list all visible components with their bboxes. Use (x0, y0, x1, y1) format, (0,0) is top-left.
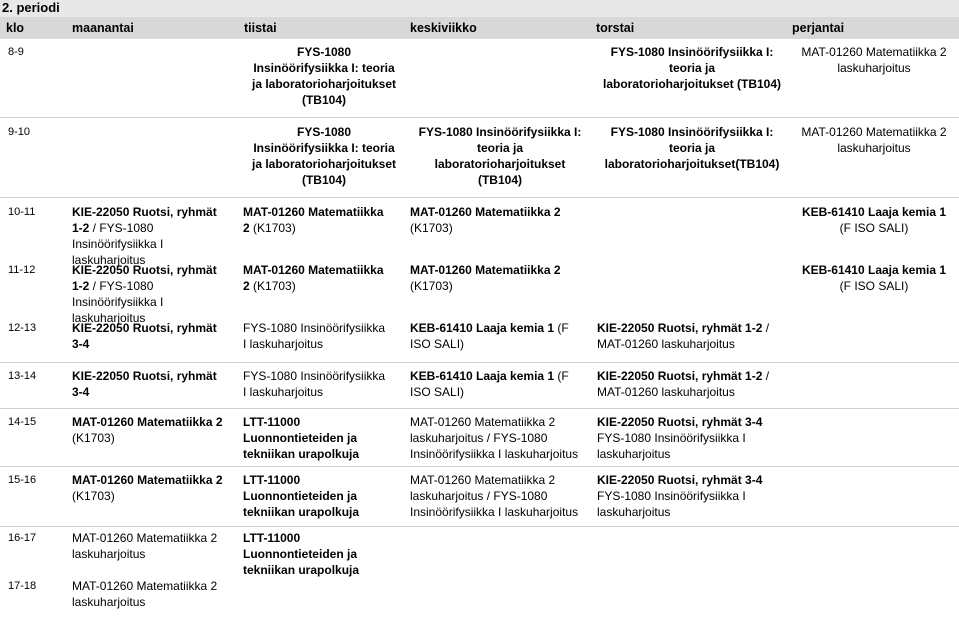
course-detail: (K1703) (410, 279, 453, 293)
course-cell-thu (597, 44, 787, 92)
course-title: MAT-01260 Matematiikka 2 (243, 205, 384, 235)
course-cell-mon (72, 262, 238, 326)
course-cell-mon (72, 320, 238, 352)
course-detail: (F ISO SALI) (410, 321, 569, 351)
course-cell-thu (597, 320, 787, 352)
course-cell-wed (410, 414, 590, 462)
course-title: KIE-22050 Ruotsi, ryhmät 3-4 (72, 321, 217, 351)
row-divider (0, 526, 959, 527)
header-thursday: torstai (596, 21, 635, 35)
course-cell-thu (597, 124, 787, 172)
course-detail: / FYS-1080 Insinöörifysiikka I laskuharjoitus (72, 279, 164, 325)
time-slot-label: 13-14 (8, 370, 37, 382)
course-detail: FYS-1080 Insinöörifysiikka I laskuharjoitus (597, 431, 746, 461)
course-title: MAT-01260 Matematiikka 2 (72, 415, 223, 429)
course-cell-tue (243, 204, 405, 236)
course-detail: / MAT-01260 laskuharjoitus (597, 369, 770, 399)
course-cell-wed (410, 368, 590, 400)
course-cell-tue (243, 530, 405, 578)
course-detail: (F ISO SALI) (839, 279, 909, 293)
course-title: KEB-61410 Laaja kemia 1 (410, 369, 555, 383)
time-slot-label: 8-9 (8, 46, 24, 58)
course-cell-tue (243, 320, 405, 352)
course-title: MAT-01260 Matematiikka 2 (243, 263, 384, 293)
course-title: KIE-22050 Ruotsi, ryhmät 1-2 (597, 321, 763, 335)
course-cell-wed (410, 124, 590, 188)
course-title: MAT-01260 Matematiikka 2 (410, 205, 561, 219)
header-klo: klo (6, 21, 25, 35)
course-detail: MAT-01260 Matematiikka 2 laskuharjoitus (801, 45, 947, 75)
course-cell-mon (72, 472, 238, 504)
course-title: MAT-01260 Matematiikka 2 (72, 473, 223, 487)
course-detail: FYS-1080 Insinöörifysiikka I laskuharjoitus (597, 489, 746, 519)
time-slot-label: 10-11 (8, 206, 36, 218)
course-cell-tue (243, 368, 405, 400)
course-title: KEB-61410 Laaja kemia 1 (801, 205, 947, 219)
row-divider (0, 197, 959, 198)
course-detail: FYS-1080 Insinöörifysiikka I laskuharjoitus (243, 369, 386, 399)
course-detail: (K1703) (72, 489, 115, 503)
course-title: KEB-61410 Laaja kemia 1 (801, 263, 947, 277)
course-detail: MAT-01260 Matematiikka 2 laskuharjoitus (72, 531, 218, 561)
course-title: KIE-22050 Ruotsi, ryhmät 1-2 (72, 205, 217, 235)
course-title: LTT-11000 Luonnontieteiden ja tekniikan urapolkuja (243, 415, 360, 461)
course-title: FYS-1080 Insinöörifysiikka I: teoria ja laboratorioharjoitukset (TB104) (418, 125, 582, 187)
row-divider (0, 408, 959, 409)
course-detail: (K1703) (249, 279, 296, 293)
course-cell-mon (72, 530, 238, 562)
course-title: LTT-11000 Luonnontieteiden ja tekniikan urapolkuja (243, 473, 360, 519)
course-cell-fri (790, 44, 958, 76)
course-cell-fri (790, 124, 958, 156)
course-title: KIE-22050 Ruotsi, ryhmät 1-2 (597, 369, 763, 383)
course-cell-tue (243, 44, 405, 108)
course-cell-fri (790, 262, 958, 294)
title-bar (0, 0, 959, 17)
course-cell-tue (243, 124, 405, 188)
course-cell-tue (243, 472, 405, 520)
course-cell-wed (410, 472, 590, 520)
course-cell-mon (72, 578, 238, 610)
course-cell-mon (72, 204, 238, 268)
time-slot-label: 14-15 (8, 416, 37, 428)
course-detail: / MAT-01260 laskuharjoitus (597, 321, 770, 351)
row-divider (0, 466, 959, 467)
time-slot-label: 11-12 (8, 264, 36, 276)
course-cell-thu (597, 368, 787, 400)
course-cell-thu (597, 414, 787, 462)
course-title: KIE-22050 Ruotsi, ryhmät 3-4 (597, 473, 763, 487)
course-detail: (K1703) (249, 221, 296, 235)
course-title: FYS-1080 Insinöörifysiikka I: teoria ja laboratorioharjoitukset(TB104) (604, 125, 780, 171)
course-detail: MAT-01260 Matematiikka 2 laskuharjoitus (801, 125, 947, 155)
course-detail: MAT-01260 Matematiikka 2 laskuharjoitus / FYS-1080 Insinöörifysiikka I laskuharjoitus (410, 415, 579, 461)
course-title: KIE-22050 Ruotsi, ryhmät 3-4 (597, 415, 763, 429)
time-slot-label: 12-13 (8, 322, 37, 334)
course-title: KIE-22050 Ruotsi, ryhmät 1-2 (72, 263, 217, 293)
time-slot-label: 9-10 (8, 126, 31, 138)
course-cell-wed (410, 262, 590, 294)
course-title: FYS-1080 Insinöörifysiikka I: teoria ja laboratorioharjoitukset (TB104) (602, 45, 782, 91)
page-title: 2. periodi (2, 0, 60, 15)
header-monday: maanantai (72, 21, 134, 35)
header-wednesday: keskiviikko (410, 21, 477, 35)
course-detail: (F ISO SALI) (839, 221, 909, 235)
course-cell-thu (597, 472, 787, 520)
header-friday: perjantai (792, 21, 845, 35)
course-detail: / FYS-1080 Insinöörifysiikka I laskuharjoitus (72, 221, 164, 267)
time-slot-label: 16-17 (8, 532, 37, 544)
course-detail: (K1703) (72, 431, 115, 445)
course-detail: MAT-01260 Matematiikka 2 laskuharjoitus / FYS-1080 Insinöörifysiikka I laskuharjoitus (410, 473, 579, 519)
course-detail: (K1703) (410, 221, 453, 235)
time-slot-label: 17-18 (8, 580, 37, 592)
course-title: FYS-1080 Insinöörifysiikka I: teoria ja laboratorioharjoitukset (TB104) (251, 125, 397, 187)
course-cell-tue (243, 414, 405, 462)
course-detail: FYS-1080 Insinöörifysiikka I laskuharjoitus (243, 321, 386, 351)
course-title: KEB-61410 Laaja kemia 1 (410, 321, 555, 335)
time-slot-label: 15-16 (8, 474, 37, 486)
course-cell-mon (72, 368, 238, 400)
table-header (0, 17, 959, 39)
course-title: LTT-11000 Luonnontieteiden ja tekniikan urapolkuja (243, 531, 360, 577)
course-title: FYS-1080 Insinöörifysiikka I: teoria ja laboratorioharjoitukset (TB104) (251, 45, 397, 107)
course-cell-fri (790, 204, 958, 236)
course-cell-tue (243, 262, 405, 294)
course-cell-wed (410, 320, 590, 352)
course-title: KIE-22050 Ruotsi, ryhmät 3-4 (72, 369, 217, 399)
course-title: MAT-01260 Matematiikka 2 (410, 263, 561, 277)
header-tuesday: tiistai (244, 21, 277, 35)
row-divider (0, 117, 959, 118)
course-cell-wed (410, 204, 590, 236)
course-cell-mon (72, 414, 238, 446)
course-detail: (F ISO SALI) (410, 369, 569, 399)
course-detail: MAT-01260 Matematiikka 2 laskuharjoitus (72, 579, 218, 609)
row-divider (0, 362, 959, 363)
